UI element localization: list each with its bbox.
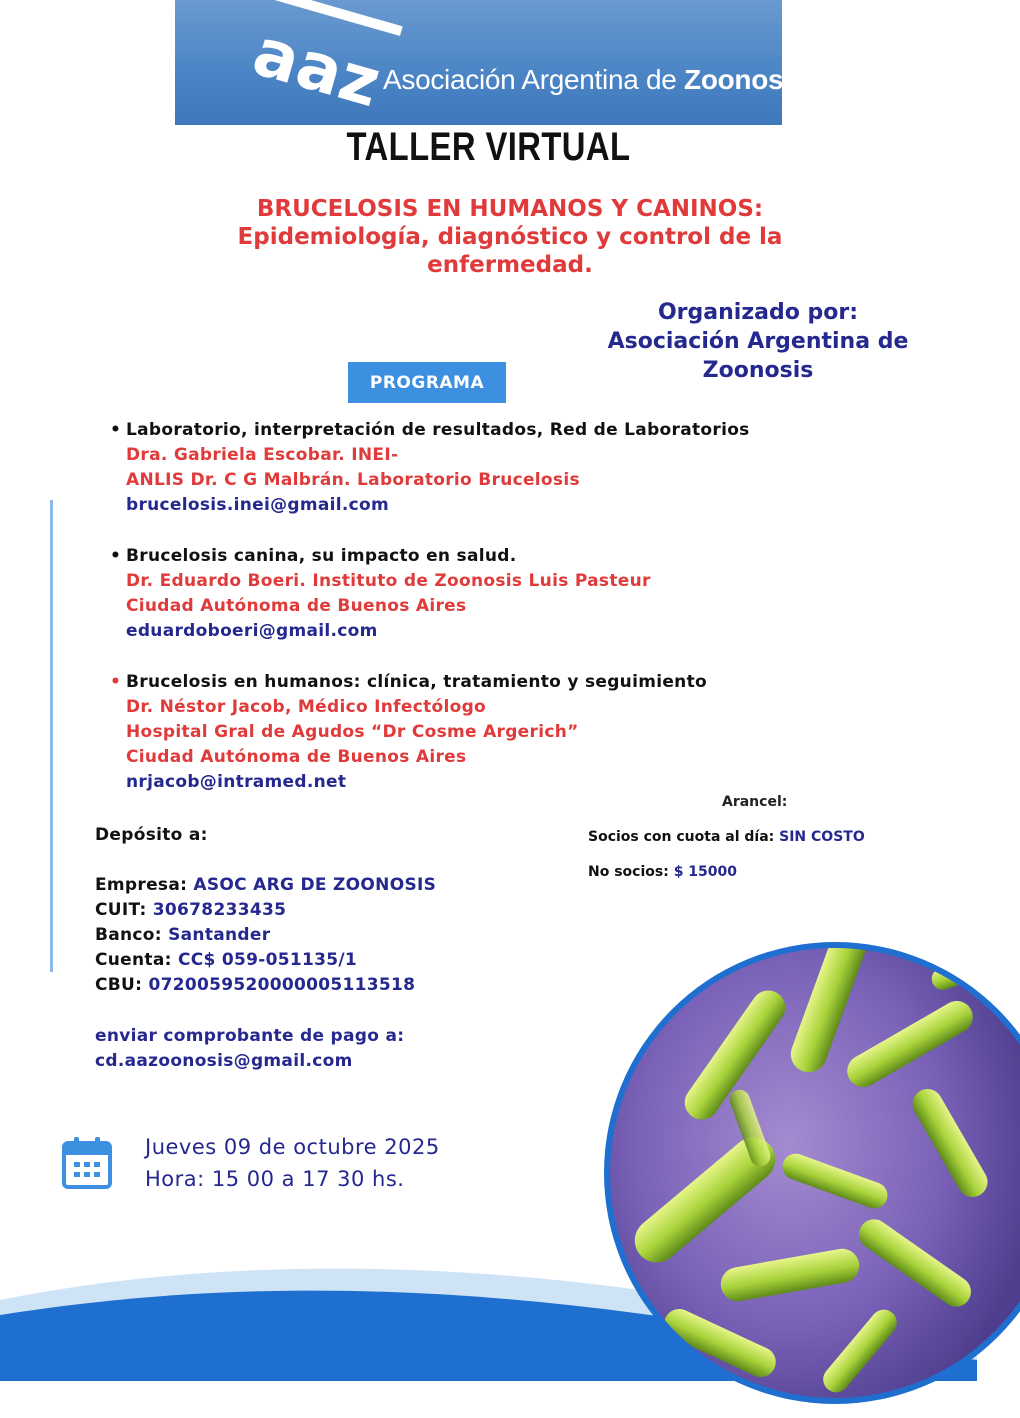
send-receipt-label: enviar comprobante de pago a: <box>95 1026 405 1046</box>
speaker-email: brucelosis.inei@gmail.com <box>126 495 390 515</box>
calendar-icon <box>62 1137 112 1189</box>
event-title <box>190 195 830 279</box>
schedule-date: Jueves 09 de octubre 2025 <box>145 1135 440 1159</box>
bacteria-microscope-image <box>600 918 1020 1418</box>
speaker-line: Ciudad Autónoma de Buenos Aires <box>126 596 467 616</box>
speaker-line: Hospital Gral de Agudos “Dr Cosme Argerich” <box>126 722 579 742</box>
organized-by <box>585 298 931 385</box>
speaker-line: Dra. Gabriela Escobar. INEI- <box>126 445 399 465</box>
deposit-bank: Banco: Santander <box>95 925 271 945</box>
send-receipt-email: cd.aazoonosis@gmail.com <box>95 1051 353 1071</box>
deposit-cbu: CBU: 0720059520000005113518 <box>95 975 416 995</box>
event-title-line1: BRUCELOSIS EN HUMANOS Y CANINOS: <box>256 196 764 222</box>
program-topic <box>110 544 651 644</box>
send-receipt <box>95 1024 404 1074</box>
schedule <box>145 1131 440 1195</box>
fee-label: Arancel: <box>722 794 788 810</box>
speaker-line: Dr. Néstor Jacob, Médico Infectólogo <box>126 697 487 717</box>
deposit-title: Depósito a: <box>95 825 208 845</box>
deposit-cuit: CUIT: 30678233435 <box>95 900 287 920</box>
organized-by-label: Organizado por: <box>657 300 859 325</box>
deposit-info <box>95 823 436 998</box>
aaz-logo-icon <box>215 0 405 123</box>
topic-title: Laboratorio, interpretación de resultados, Red de Laboratorios <box>126 420 750 440</box>
speaker-email: eduardoboeri@gmail.com <box>126 621 378 641</box>
bullet-icon: • <box>110 546 122 566</box>
fee-non-members: No socios: $ 15000 <box>588 864 738 880</box>
programa-badge: PROGRAMA <box>348 362 506 403</box>
speaker-email: nrjacob@intramed.net <box>126 772 347 792</box>
schedule-time: Hora: 15 00 a 17 30 hs. <box>145 1167 405 1191</box>
left-divider <box>50 500 53 972</box>
organized-by-line2: Zoonosis <box>702 358 814 383</box>
program-topic <box>110 670 707 795</box>
program-topic <box>110 418 750 518</box>
deposit-company: Empresa: ASOC ARG DE ZOONOSIS <box>95 875 437 895</box>
bullet-icon: • <box>110 672 122 692</box>
logo-letters: aaz <box>245 13 389 123</box>
bullet-icon: • <box>110 420 122 440</box>
fee-members: Socios con cuota al día: SIN COSTO <box>588 829 865 845</box>
speaker-line: Dr. Eduardo Boeri. Instituto de Zoonosis Luis Pasteur <box>126 571 651 591</box>
event-title-line2: Epidemiología, diagnóstico y control de la <box>237 224 783 250</box>
header-banner <box>175 0 807 125</box>
banner-org-name: Asociación Argentina de Zoonosis <box>383 64 807 95</box>
topic-title: Brucelosis canina, su impacto en salud. <box>126 546 517 566</box>
workshop-title: TALLER VIRTUAL <box>346 125 631 169</box>
speaker-line: ANLIS Dr. C G Malbrán. Laboratorio Brucelosis <box>126 470 580 490</box>
topic-title: Brucelosis en humanos: clínica, tratamiento y seguimiento <box>126 672 707 692</box>
deposit-account: Cuenta: CC$ 059-051135/1 <box>95 950 357 970</box>
event-title-line3: enfermedad. <box>427 252 593 278</box>
organized-by-line1: Asociación Argentina de <box>607 329 909 354</box>
speaker-line: Ciudad Autónoma de Buenos Aires <box>126 747 467 767</box>
